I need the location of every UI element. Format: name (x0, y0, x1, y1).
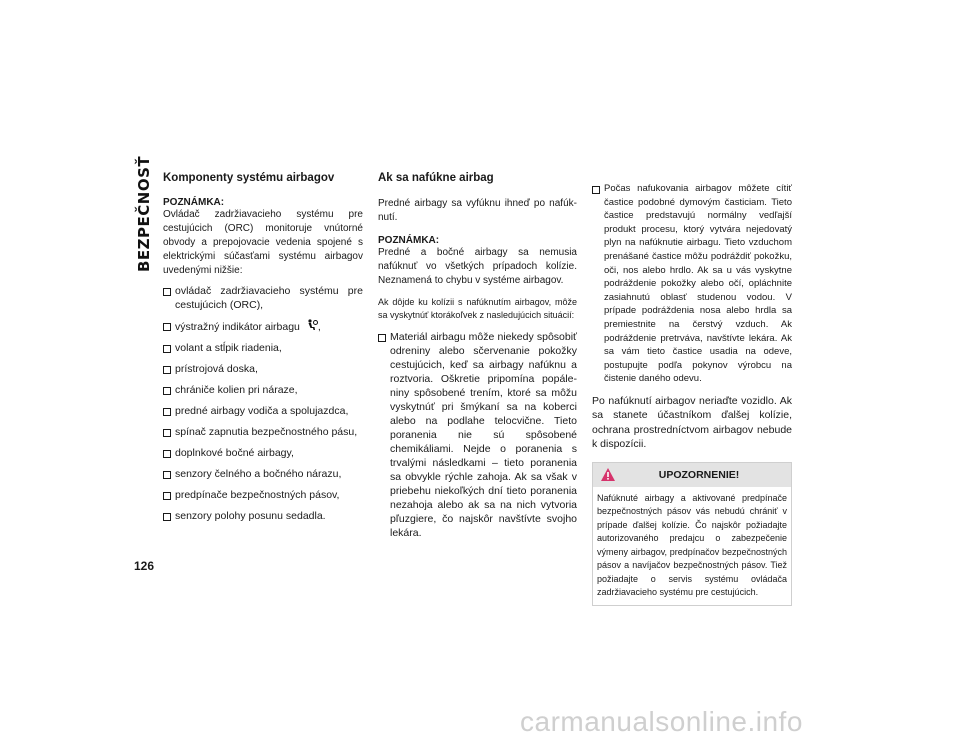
checkbox-bullet-icon (163, 492, 171, 500)
note-text: Ovládač zadržiavacieho systému pre cestujúcich (ORC) monitoruje vnútorné obvody a prepojovacie vedenia spojené s elektrickými súčasťami systému airbagov uvedenými nižšie: (163, 209, 363, 276)
list-item: ovládač zadržiavacieho systému pre cestujúcich (ORC), (163, 284, 363, 312)
checkbox-bullet-icon (592, 186, 600, 194)
checkbox-bullet-icon (163, 408, 171, 416)
column-1 (163, 172, 363, 530)
intro-text: Predné airbagy sa vyfúknu ihneď po nafúknutí. (378, 198, 577, 223)
list-item: Počas nafukovania airbagov môžete cítiť častice podobné dymovým časticiam. Tieto častice predstavujú normálny vedľajší produkt procesu, ktorý vytvára nejedovatý plyn na nafúknutie airbagu. Tieto vzduchom prenášané častice môžu podráždiť pokožku, oči, nos alebo hrdlo. Ak sa u vás vyskytne podráždenie pokožky alebo očí, opláchnite zasiahnutú oblasť studenou vodou. V prípade podráždenia nosa alebo hrdla sa premiestnite na čerstvý vzduch. Ak podráždenie pretrváva, navštívte lekára. Ak sa vám tieto častice usadia na odeve, postupujte podľa pokynov výrobcu na čistenie daného odevu. (592, 182, 792, 386)
checkbox-bullet-icon (163, 429, 171, 437)
component-list (163, 284, 363, 523)
warning-text: Nafúknuté airbagy a aktivované predpínače bezpečnostných pásov vás nebudú chrániť v prípade ďalšej kolízie. Čo najskôr požiadajte autorizovaného predajcu o zabezpečenie výmeny airbagov, predpínačov bezpečnostných pásov a navíjačov bezpečnostných pásov. Tiež požiadajte o servis systému ovládača zadržiavacieho systému pre cestujúcich. (597, 492, 787, 598)
column-3 (592, 182, 792, 606)
warning-triangle-icon (600, 467, 616, 482)
warning-box (592, 462, 792, 606)
checkbox-bullet-icon (163, 513, 171, 521)
airbag-warning-icon (306, 319, 318, 331)
watermark: carmanualsonline.info (520, 706, 803, 737)
list-item: chrániče kolien pri náraze, (163, 383, 363, 397)
list-item: volant a stĺpik riadenia, (163, 341, 363, 355)
note-label: POZNÁMKA: (378, 235, 440, 246)
column-2 (378, 172, 577, 540)
page-number: 126 (134, 559, 155, 573)
checkbox-bullet-icon (163, 450, 171, 458)
body-paragraph: Po nafúknutí airbagov neriaďte vozidlo. Ak sa stanete účastníkom ďalšej kolízie, ochrana prostredníctvom airbagov nebude k dispozícii. (592, 394, 792, 451)
situations-intro: Ak dôjde ku kolízii s nafúknutím airbagov, môže sa vyskytnúť ktorákoľvek z nasledujúcich situácií: (378, 297, 577, 320)
list-item: predné airbagy vodiča a spolujazdca, (163, 404, 363, 418)
note-label: POZNÁMKA: (163, 197, 225, 208)
note-text: Predné a bočné airbagy sa nemusia nafúknuť vo všetkých prípadoch kolízie. Neznamená to chybu v systéme airbagov. (378, 247, 577, 286)
section-heading: Ak sa nafúkne airbag (378, 172, 494, 184)
list-item: prístrojová doska, (163, 362, 363, 376)
list-item: Materiál airbagu môže niekedy spôsobiť odreniny alebo sčervenanie pokožky cestujúcich, keď sa airbagy nafúknu a roztvoria. Oškretie pripomína popáleniny spôsobené trením, ktoré sa môžu vyskytnúť pri šmýkaní sa na koberci alebo na podlahe telocvične. Tieto poranenia nie sú spôsobené chemikáliami. Nejde o poranenia s trvalými následkami – tieto poranenia sa obvykle rýchle zahoja. Ak sa však v priebehu niekoľkých dní tieto poranenia nezahoja alebo ak sa na nich vytvoria pľuzgiere, čo najskôr navštívte svojho lekára. (378, 330, 577, 540)
list-item: senzory polohy posunu sedadla. (163, 509, 363, 523)
checkbox-bullet-icon (163, 323, 171, 331)
checkbox-bullet-icon (163, 345, 171, 353)
checkbox-bullet-icon (378, 334, 386, 342)
checkbox-bullet-icon (163, 288, 171, 296)
checkbox-bullet-icon (163, 366, 171, 374)
list-item: predpínače bezpečnostných pásov, (163, 488, 363, 502)
checkbox-bullet-icon (163, 387, 171, 395)
warning-header (593, 463, 791, 487)
situation-list (592, 182, 792, 386)
warning-title: UPOZORNENIE! (658, 468, 740, 481)
list-item: doplnkové bočné airbagy, (163, 446, 363, 460)
list-item: senzory čelného a bočného nárazu, (163, 467, 363, 481)
section-heading: Komponenty systému airbagov (163, 172, 335, 184)
list-item: spínač zapnutia bezpečnostného pásu, (163, 425, 363, 439)
section-tab (132, 155, 156, 272)
list-item: výstražný indikátor airbagu , (163, 319, 363, 334)
checkbox-bullet-icon (163, 471, 171, 479)
section-tab-label: BEZPEČNOSŤ (135, 155, 153, 272)
situation-list (378, 330, 577, 540)
